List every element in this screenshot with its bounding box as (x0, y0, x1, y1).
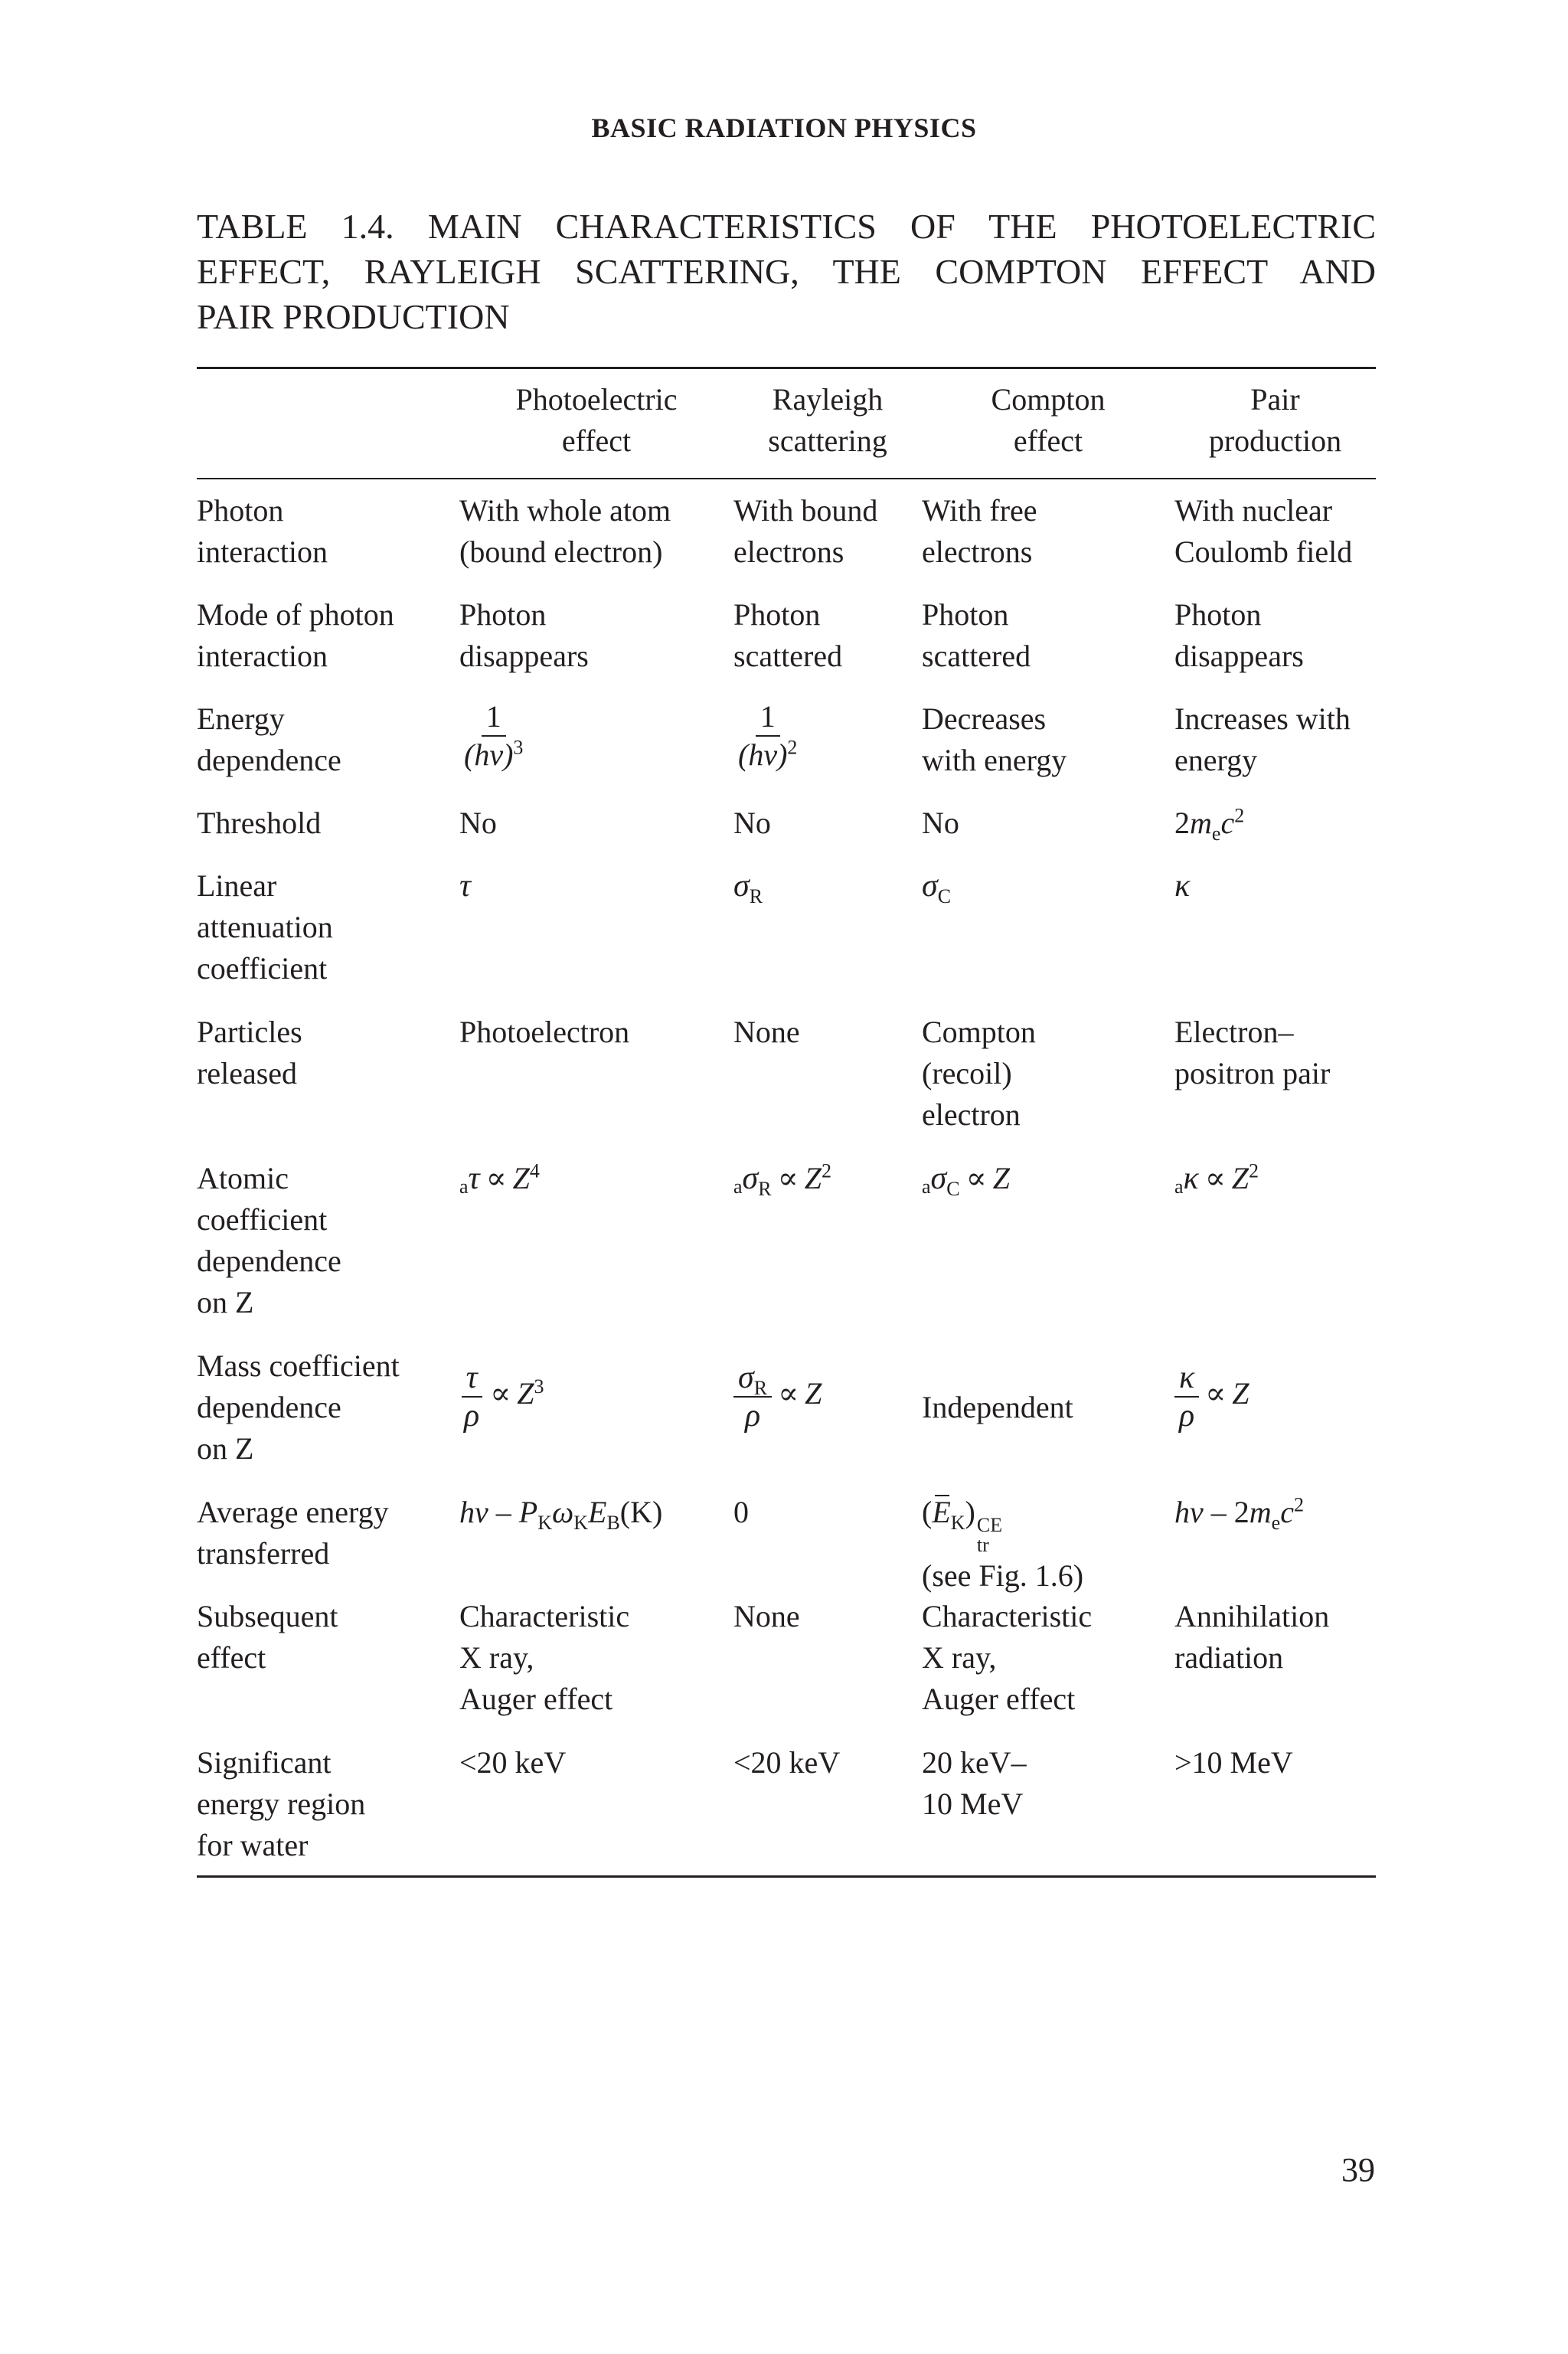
cell-rayleigh: None (733, 1015, 800, 1049)
cell-rayleigh: $\sigma_R$ (733, 868, 763, 907)
row-label: Photon interaction (197, 493, 328, 569)
table-caption (197, 204, 1376, 339)
cell-pair: With nuclear Coulomb field (1174, 493, 1353, 569)
header-pair: Pair production (1208, 382, 1342, 458)
fraction: $\frac{\kappa}{\rho}$ (1174, 1359, 1199, 1434)
row-energy-region (197, 1742, 1376, 1866)
cell-pair: $a\kappa \propto Z^2$ (1174, 1159, 1259, 1198)
table-header (197, 379, 1376, 462)
cell-compton: With free electrons (922, 493, 1037, 569)
row-atomic-coefficient (197, 1158, 1376, 1345)
header-rayleigh: Rayleigh scattering (768, 382, 887, 458)
row-average-energy (197, 1492, 1376, 1596)
caption-line: PAIR PRODUCTION (197, 297, 510, 336)
cell-rayleigh: No (733, 806, 771, 840)
cell-pair: Electron– positron pair (1174, 1015, 1331, 1090)
cell-compton: Characteristic X ray, Auger effect (922, 1599, 1093, 1716)
cell-pair: hν – $2m_ec^2$ (1174, 1493, 1304, 1534)
page-number: 39 (1341, 2151, 1375, 2189)
row-mode (197, 594, 1376, 698)
cell-rayleigh: <20 keV (733, 1745, 841, 1780)
cell-photoelectric: Characteristic X ray, Auger effect (459, 1599, 630, 1716)
cell-pair: $2m_ec^2$ (1174, 804, 1245, 845)
cell-rayleigh: $a\sigma_R \propto Z^2$ (733, 1159, 831, 1200)
cell-compton: $\sigma_C$ (922, 868, 952, 907)
cell-photoelectric: τ (459, 868, 472, 904)
table-body (197, 490, 1376, 1866)
cell-pair: $\frac{\kappa}{\rho}$ ∝ Z (1174, 1345, 1376, 1492)
table-header-rule (197, 478, 1376, 479)
cell-pair: >10 MeV (1174, 1745, 1293, 1780)
fraction: $\frac{1}{(h\nu)^2}$ (738, 699, 798, 772)
cell-pair: Photon disappears (1174, 597, 1304, 673)
cell-photoelectric: Photon disappears (459, 597, 589, 673)
row-label: Subsequent effect (197, 1599, 338, 1675)
header-row (197, 379, 1376, 462)
row-particles (197, 1012, 1376, 1158)
fraction: $\frac{\tau}{\rho}$ (459, 1359, 484, 1434)
cell-compton: Compton (recoil) electron (922, 1015, 1036, 1132)
cell-photoelectric: hν – $P_K\omega_KE_B(K)$ (459, 1495, 663, 1534)
cell-compton: $a\sigma_C \propto Z$ (922, 1161, 1010, 1200)
fraction: $\frac{\sigma_R}{\rho}$ (733, 1359, 772, 1434)
cell-photoelectric: $\frac{\tau}{\rho}$ ∝ $Z^3$ (459, 1345, 733, 1492)
row-label: Atomic coefficient dependence on Z (197, 1161, 341, 1319)
row-mass-coefficient (197, 1345, 1376, 1492)
row-linear-attenuation (197, 865, 1376, 1012)
cell-pair: Annihilation radiation (1174, 1599, 1330, 1675)
cell-photoelectric: No (459, 806, 497, 840)
row-subsequent-effect (197, 1596, 1376, 1742)
cell-compton: Photon scattered (922, 597, 1031, 673)
table-bottom-rule (197, 1875, 1376, 1878)
row-label: Energy dependence (197, 701, 341, 777)
row-label: Mass coefficient dependence on Z (197, 1349, 400, 1466)
cell-rayleigh: None (733, 1599, 800, 1633)
cell-rayleigh (733, 698, 922, 803)
cell-rayleigh: With bound electrons (733, 493, 878, 569)
row-label: Threshold (197, 806, 322, 840)
caption-line: EFFECT, RAYLEIGH SCATTERING, THE COMPTON EFFECT AND (197, 252, 1376, 291)
row-photon-interaction (197, 490, 1376, 594)
cell-photoelectric: <20 keV (459, 1745, 567, 1780)
cell-photoelectric (459, 698, 733, 803)
cell-compton: $(E_K)$ CE tr (see Fig. 1.6) (922, 1492, 1174, 1596)
running-head: BASIC RADIATION PHYSICS (591, 113, 977, 143)
cell-photoelectric: With whole atom (bound electron) (459, 493, 671, 569)
row-label: Particles released (197, 1015, 302, 1090)
row-label: Mode of photon interaction (197, 597, 394, 673)
header-photoelectric: Photoelectric effect (515, 382, 678, 458)
row-label: Significant energy region for water (197, 1745, 366, 1862)
cell-rayleigh: 0 (733, 1495, 749, 1529)
fraction: $\frac{1}{(h\nu)^3}$ (464, 699, 524, 772)
cell-rayleigh: Photon scattered (733, 597, 843, 673)
cell-rayleigh: $\frac{\sigma_R}{\rho}$ ∝ Z (733, 1345, 922, 1492)
header-compton: Compton effect (991, 382, 1106, 458)
table-top-rule (197, 367, 1376, 369)
cell-compton: Independent (922, 1390, 1073, 1424)
cell-photoelectric: $a\tau \propto Z^4$ (459, 1159, 540, 1198)
row-threshold (197, 803, 1376, 865)
cell-pair: Increases with energy (1174, 701, 1351, 777)
row-energy-dependence (197, 698, 1376, 803)
cell-pair: κ (1174, 868, 1191, 904)
row-label: Linear attenuation coefficient (197, 868, 333, 986)
header-stub (197, 379, 459, 462)
cell-compton: Decreases with energy (922, 701, 1067, 777)
cell-compton: 20 keV– 10 MeV (922, 1745, 1027, 1821)
cell-photoelectric: Photoelectron (459, 1015, 630, 1049)
caption-line: TABLE 1.4. MAIN CHARACTERISTICS OF THE PHOTOELECTRIC (197, 207, 1376, 246)
cell-compton: No (922, 806, 959, 840)
row-label: Average energy transferred (197, 1495, 389, 1571)
